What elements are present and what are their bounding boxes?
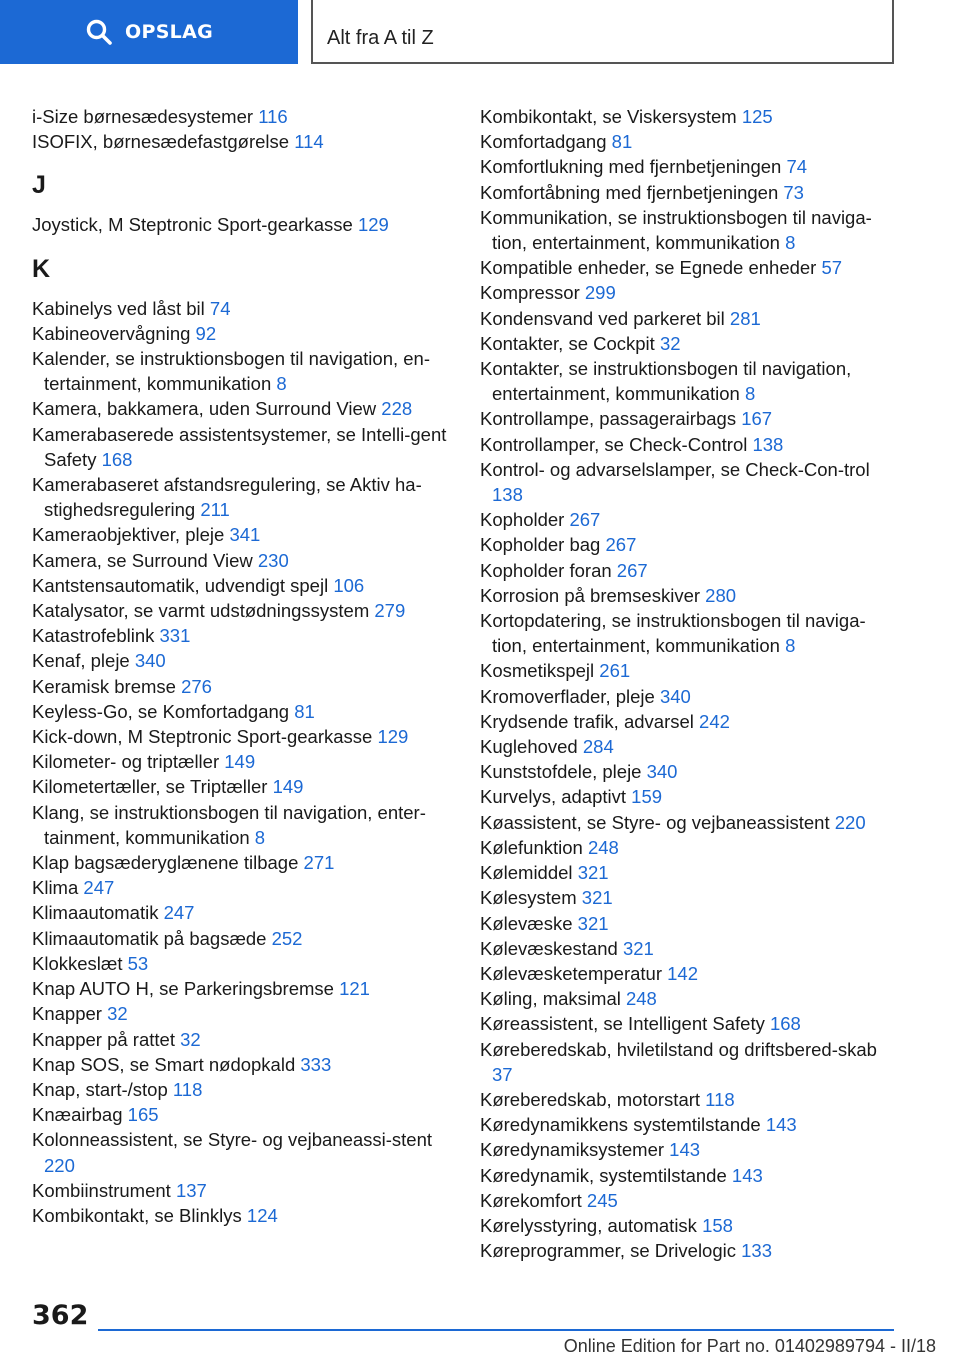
index-entry-text: Kølevæsketemperatur bbox=[480, 962, 662, 984]
page-reference-link[interactable]: 220 bbox=[834, 811, 866, 833]
index-entry-text: Kolonneassistent, se Styre- og vejbaneassi-stent bbox=[32, 1129, 433, 1151]
page-reference-link[interactable]: 230 bbox=[257, 549, 289, 571]
index-entry bbox=[480, 280, 895, 305]
page-reference-link[interactable]: 248 bbox=[587, 836, 619, 858]
index-entry-text: Kombiinstrument bbox=[32, 1179, 171, 1201]
index-entry-text: Kilometer- og triptæller bbox=[32, 751, 220, 773]
index-entry-text: Komfortadgang bbox=[480, 131, 607, 153]
index-entry bbox=[32, 212, 447, 237]
index-entry-text: Kilometertæller, se Triptæller bbox=[32, 776, 268, 798]
index-entry bbox=[32, 724, 447, 749]
index-entry-text: Keramisk bremse bbox=[32, 675, 176, 697]
index-entry-text: Kølesystem bbox=[480, 887, 577, 909]
index-entry bbox=[32, 104, 447, 129]
index-entry-text: Kompatible enheder, se Egnede enheder bbox=[480, 257, 817, 279]
index-entry-text: Kontakter, se Cockpit bbox=[480, 332, 655, 354]
index-tab[interactable] bbox=[311, 0, 894, 64]
page-reference-link[interactable]: 252 bbox=[271, 927, 303, 949]
page-reference-link[interactable]: 143 bbox=[731, 1164, 763, 1186]
index-entry-text: Køreberedskab, hviletilstand og driftsbered-skab bbox=[480, 1038, 877, 1060]
index-entry-text: Kunststofdele, pleje bbox=[480, 761, 642, 783]
index-entry-text: Knapper bbox=[32, 1003, 102, 1025]
index-entry-text: Komfortåbning med fjernbetjeningen bbox=[480, 181, 779, 203]
page-reference-link[interactable]: 281 bbox=[729, 307, 761, 329]
page-reference-link[interactable]: 245 bbox=[586, 1189, 618, 1211]
index-entry bbox=[480, 961, 895, 986]
index-entry bbox=[480, 432, 895, 457]
page-reference-link[interactable]: 211 bbox=[200, 499, 230, 521]
index-entry bbox=[32, 1001, 447, 1026]
index-entry-text: Kabineovervågning bbox=[32, 322, 191, 344]
page-reference-link[interactable]: 81 bbox=[294, 700, 315, 722]
index-entry-text: Kombikontakt, se Blinklys bbox=[32, 1204, 242, 1226]
page-reference-link[interactable]: 267 bbox=[569, 509, 601, 531]
page-reference-link[interactable]: 8 bbox=[785, 635, 796, 657]
index-entry-text: Komfortlukning med fjernbetjeningen bbox=[480, 156, 782, 178]
index-entry bbox=[480, 1163, 895, 1188]
page-reference-link[interactable]: 331 bbox=[159, 625, 191, 647]
page-reference-link[interactable]: 340 bbox=[134, 650, 166, 672]
page-reference-link[interactable]: 118 bbox=[705, 1088, 735, 1110]
page-reference-link[interactable]: 138 bbox=[492, 484, 523, 506]
page-reference-link[interactable]: 8 bbox=[744, 383, 756, 405]
index-entry-text: Klimaautomatik bbox=[32, 902, 159, 924]
page-reference-link[interactable]: 74 bbox=[209, 297, 231, 319]
index-entry-text: Knap SOS, se Smart nødopkald bbox=[32, 1053, 296, 1075]
page-reference-link[interactable]: 242 bbox=[699, 710, 730, 732]
footer-edition-text: Online Edition for Part no. 01402989794 - II/18 bbox=[563, 1336, 936, 1356]
page-reference-link[interactable]: 32 bbox=[107, 1003, 128, 1025]
index-entry-text: Kortopdatering, se instruktionsbogen til naviga-tion, entertainment, kommunikation bbox=[480, 610, 866, 657]
page-reference-link[interactable]: 321 bbox=[577, 862, 609, 884]
page-reference-link[interactable]: 168 bbox=[769, 1013, 801, 1035]
search-tab-label: OPSLAG bbox=[125, 21, 213, 43]
index-entry-text: i-Size børnesædesystemer bbox=[32, 106, 254, 127]
page-reference-link[interactable]: 121 bbox=[339, 978, 370, 1000]
index-entry bbox=[480, 608, 895, 658]
index-entry bbox=[480, 860, 895, 885]
index-entry bbox=[32, 875, 447, 900]
index-entry-text: Kombikontakt, se Viskersystem bbox=[480, 106, 737, 127]
index-entry-text: Kondensvand ved parkeret bil bbox=[480, 307, 725, 329]
page-reference-link[interactable]: 261 bbox=[599, 660, 631, 682]
index-entry-text: Køreberedskab, motorstart bbox=[480, 1088, 701, 1110]
index-entry-text: Klokkeslæt bbox=[32, 952, 123, 974]
index-entry-text: Kontrol- og advarselslamper, se Check-Con-trol bbox=[480, 458, 870, 480]
index-entry bbox=[480, 936, 895, 961]
index-entry-text: Køredynamiksystemer bbox=[480, 1139, 665, 1161]
index-entry-text: Køredynamik, systemtilstande bbox=[480, 1164, 727, 1186]
page-reference-link[interactable]: 143 bbox=[669, 1139, 701, 1161]
index-entry bbox=[480, 1087, 895, 1112]
index-entry bbox=[480, 1011, 895, 1036]
page-reference-link[interactable]: 8 bbox=[254, 826, 266, 848]
page-reference-link[interactable]: 143 bbox=[765, 1114, 797, 1136]
page-reference-link[interactable]: 341 bbox=[229, 524, 261, 546]
index-entry bbox=[480, 1112, 895, 1137]
page-reference-link[interactable]: 114 bbox=[294, 131, 324, 153]
index-entry-text: Knap, start-/stop bbox=[32, 1078, 168, 1100]
index-entry-text: Kalender, se instruktionsbogen til navigation, en-tertainment, kommunikation bbox=[32, 348, 431, 395]
index-entry bbox=[480, 356, 895, 406]
index-entry bbox=[480, 734, 895, 759]
index-entry bbox=[480, 104, 895, 129]
page-reference-link[interactable]: 149 bbox=[272, 776, 304, 798]
index-entry-text: Kuglehoved bbox=[480, 736, 578, 758]
page-reference-link[interactable]: 340 bbox=[646, 761, 678, 783]
index-entry-text: Kommunikation, se instruktionsbogen til naviga-tion, entertainment, kommunikation bbox=[480, 206, 872, 254]
index-entry-text: Kabinelys ved låst bil bbox=[32, 297, 205, 319]
index-entry bbox=[32, 648, 447, 673]
page-reference-link[interactable]: 92 bbox=[195, 322, 217, 344]
page-reference-link[interactable]: 168 bbox=[101, 448, 133, 470]
index-entry bbox=[32, 926, 447, 951]
index-entry-text: Kameraobjektiver, pleje bbox=[32, 524, 225, 546]
index-entry-text: Kenaf, pleje bbox=[32, 650, 130, 672]
page-reference-link[interactable]: 129 bbox=[377, 726, 409, 748]
page-reference-link[interactable]: 333 bbox=[300, 1053, 332, 1075]
index-entry-text: Kopholder foran bbox=[480, 559, 612, 581]
index-entry bbox=[480, 784, 895, 809]
index-entry bbox=[480, 306, 895, 331]
index-entry-text: Joystick, M Steptronic Sport-gearkasse bbox=[32, 214, 353, 236]
index-entry bbox=[32, 1102, 447, 1127]
index-entry-text: Klang, se instruktionsbogen til navigation, enter-tainment, kommunikation bbox=[32, 801, 426, 848]
page-reference-link[interactable]: 276 bbox=[181, 675, 212, 697]
page-reference-link[interactable]: 37 bbox=[492, 1063, 513, 1085]
index-entry-text: ISOFIX, børnesædefastgørelse bbox=[32, 131, 290, 153]
page-reference-link[interactable]: 299 bbox=[584, 282, 616, 304]
index-entry-text: Køling, maksimal bbox=[480, 988, 621, 1010]
index-entry bbox=[480, 558, 895, 583]
page-reference-link[interactable]: 280 bbox=[705, 584, 737, 606]
index-entry bbox=[32, 1127, 447, 1177]
index-entry bbox=[32, 1178, 447, 1203]
page-reference-link[interactable]: 271 bbox=[303, 852, 335, 874]
search-icon bbox=[85, 18, 113, 46]
index-entry-text: Kørekomfort bbox=[480, 1189, 582, 1211]
index-entry bbox=[32, 472, 447, 522]
index-entry-text: Kick-down, M Steptronic Sport-gearkasse bbox=[32, 726, 373, 748]
page-reference-link[interactable]: 106 bbox=[333, 574, 365, 596]
index-entry-text: Kølemiddel bbox=[480, 862, 573, 884]
page-reference-link[interactable]: 74 bbox=[786, 156, 808, 178]
page-reference-link[interactable]: 73 bbox=[783, 181, 804, 203]
page-reference-link[interactable]: 321 bbox=[577, 912, 609, 934]
index-entry-text: Kamerabaserede assistentsystemer, se Intelli-gent Safety bbox=[32, 423, 447, 470]
section-letter: J bbox=[32, 171, 46, 200]
page-reference-link[interactable]: 321 bbox=[622, 937, 654, 959]
index-entry bbox=[480, 583, 895, 608]
index-entry bbox=[480, 457, 895, 507]
index-entry-text: Køassistent, se Styre- og vejbaneassistent bbox=[480, 811, 830, 833]
index-entry bbox=[32, 1052, 447, 1077]
index-entry-text: Kølefunktion bbox=[480, 836, 583, 858]
index-entry-text: Kopholder bag bbox=[480, 534, 601, 556]
index-entry bbox=[480, 1188, 895, 1213]
index-entry-text: Kamera, se Surround View bbox=[32, 549, 253, 571]
index-entry bbox=[32, 1027, 447, 1052]
index-entry bbox=[480, 129, 895, 154]
index-entry bbox=[480, 810, 895, 835]
index-entry bbox=[480, 911, 895, 936]
index-entry bbox=[32, 674, 447, 699]
index-entry-text: Klap bagsæderyglænene tilbage bbox=[32, 852, 299, 874]
index-entry bbox=[32, 800, 447, 850]
index-entry bbox=[32, 321, 447, 346]
index-entry-text: Kopholder bbox=[480, 509, 565, 531]
page-reference-link[interactable]: 133 bbox=[741, 1240, 773, 1262]
page-reference-link[interactable]: 53 bbox=[127, 952, 149, 974]
page-reference-link[interactable]: 129 bbox=[357, 214, 389, 236]
index-entry bbox=[32, 422, 447, 472]
index-entry bbox=[32, 573, 447, 598]
index-entry bbox=[480, 1037, 895, 1087]
footer-divider bbox=[98, 1329, 894, 1331]
index-entry bbox=[480, 835, 895, 860]
search-tab[interactable] bbox=[0, 0, 298, 64]
page-reference-link[interactable]: 32 bbox=[659, 332, 681, 354]
page-reference-link[interactable]: 8 bbox=[785, 232, 796, 254]
index-entry-text: Kompressor bbox=[480, 282, 580, 304]
index-entry-text: Korrosion på bremseskiver bbox=[480, 584, 701, 606]
index-entry-text: Knæairbag bbox=[32, 1104, 123, 1126]
index-entry bbox=[480, 154, 895, 179]
index-entry bbox=[480, 1238, 895, 1263]
index-entry bbox=[480, 709, 895, 734]
section-letter: K bbox=[32, 254, 51, 283]
page-reference-link[interactable]: 138 bbox=[752, 433, 784, 455]
index-entry-text: Knap AUTO H, se Parkeringsbremse bbox=[32, 978, 334, 1000]
page-reference-link[interactable]: 247 bbox=[83, 877, 115, 899]
index-entry bbox=[480, 1137, 895, 1162]
index-column-left bbox=[32, 104, 447, 1228]
index-entry bbox=[480, 532, 895, 557]
page-reference-link[interactable]: 118 bbox=[172, 1078, 203, 1100]
index-entry bbox=[32, 522, 447, 547]
page-reference-link[interactable]: 158 bbox=[702, 1214, 733, 1236]
index-entry-text: Katalysator, se varmt udstødningssystem bbox=[32, 600, 370, 622]
page-reference-link[interactable]: 267 bbox=[605, 534, 637, 556]
index-entry-text: Kantstensautomatik, udvendigt spejl bbox=[32, 574, 329, 596]
page-reference-link[interactable]: 159 bbox=[631, 786, 663, 808]
page-reference-link[interactable]: 137 bbox=[175, 1179, 207, 1201]
index-entry-text: Kamerabaseret afstandsregulering, se Aktiv ha-stighedsregulering bbox=[32, 474, 422, 521]
index-entry-text: Køreprogrammer, se Drivelogic bbox=[480, 1240, 736, 1262]
index-entry-text: Køreassistent, se Intelligent Safety bbox=[480, 1013, 765, 1035]
index-tab-label: Alt fra A til Z bbox=[327, 27, 434, 49]
index-entry-text: Kontrollamper, se Check-Control bbox=[480, 433, 748, 455]
index-entry bbox=[480, 255, 895, 280]
page-reference-link[interactable]: 116 bbox=[258, 106, 288, 127]
index-entry-text: Kølevæske bbox=[480, 912, 573, 934]
page-reference-link[interactable]: 248 bbox=[625, 988, 657, 1010]
index-entry-text: Kontakter, se instruktionsbogen til navigation, entertainment, kommunikation bbox=[480, 358, 852, 405]
index-entry bbox=[32, 976, 447, 1001]
page-reference-link[interactable]: 57 bbox=[821, 257, 843, 279]
index-entry bbox=[32, 1077, 447, 1102]
page-reference-link[interactable]: 167 bbox=[741, 408, 773, 430]
index-entry-text: Kromoverflader, pleje bbox=[480, 685, 655, 707]
index-entry bbox=[480, 406, 895, 431]
page-reference-link[interactable]: 228 bbox=[381, 398, 413, 420]
page-reference-link[interactable]: 284 bbox=[582, 736, 614, 758]
index-entry-text: Kurvelys, adaptivt bbox=[480, 786, 627, 808]
index-entry-text: Kørelysstyring, automatisk bbox=[480, 1214, 697, 1236]
page-reference-link[interactable]: 8 bbox=[276, 373, 287, 395]
index-entry bbox=[32, 699, 447, 724]
index-entry-text: Kølevæskestand bbox=[480, 937, 618, 959]
page-reference-link[interactable]: 125 bbox=[741, 106, 773, 127]
index-entry bbox=[32, 749, 447, 774]
page-reference-link[interactable]: 124 bbox=[246, 1204, 278, 1226]
index-entry bbox=[480, 331, 895, 356]
index-entry-text: Kosmetikspejl bbox=[480, 660, 595, 682]
index-entry-text: Krydsende trafik, advarsel bbox=[480, 710, 694, 732]
index-entry bbox=[480, 885, 895, 910]
index-entry bbox=[32, 900, 447, 925]
index-entry bbox=[480, 684, 895, 709]
index-entry bbox=[480, 205, 895, 255]
index-entry-text: Køredynamikkens systemtilstande bbox=[480, 1114, 761, 1136]
index-entry-text: Kamera, bakkamera, uden Surround View bbox=[32, 398, 377, 420]
index-entry-text: Keyless-Go, se Komfortadgang bbox=[32, 700, 290, 722]
index-entry bbox=[480, 180, 895, 205]
index-entry-text: Katastrofeblink bbox=[32, 625, 155, 647]
page-reference-link[interactable]: 340 bbox=[659, 685, 691, 707]
page-reference-link[interactable]: 279 bbox=[374, 600, 406, 622]
index-entry bbox=[32, 598, 447, 623]
page-reference-link[interactable]: 149 bbox=[224, 751, 256, 773]
index-entry-text: Kontrollampe, passagerairbags bbox=[480, 408, 737, 430]
index-entry-text: Klima bbox=[32, 877, 79, 899]
index-entry-text: Klimaautomatik på bagsæde bbox=[32, 927, 267, 949]
index-column-right bbox=[480, 104, 895, 1263]
index-entry bbox=[32, 129, 447, 154]
index-entry bbox=[32, 850, 447, 875]
index-entry bbox=[480, 986, 895, 1011]
page-number: 362 bbox=[32, 1300, 89, 1331]
page-reference-link[interactable]: 32 bbox=[180, 1028, 201, 1050]
page-reference-link[interactable]: 165 bbox=[127, 1104, 159, 1126]
index-entry bbox=[32, 296, 447, 321]
index-entry bbox=[32, 1203, 447, 1228]
index-entry bbox=[480, 658, 895, 683]
index-entry-text: Knapper på rattet bbox=[32, 1028, 175, 1050]
page-reference-link[interactable]: 321 bbox=[581, 887, 613, 909]
index-entry bbox=[32, 346, 447, 396]
index-entry bbox=[480, 507, 895, 532]
page-reference-link[interactable]: 247 bbox=[163, 902, 195, 924]
index-entry bbox=[480, 759, 895, 784]
index-entry bbox=[32, 774, 447, 799]
page-reference-link[interactable]: 220 bbox=[44, 1154, 75, 1176]
page-reference-link[interactable]: 81 bbox=[611, 131, 633, 153]
page-reference-link[interactable]: 142 bbox=[667, 962, 698, 984]
index-entry bbox=[480, 1213, 895, 1238]
index-entry bbox=[32, 951, 447, 976]
page-reference-link[interactable]: 267 bbox=[616, 559, 648, 581]
index-entry bbox=[32, 548, 447, 573]
index-entry bbox=[32, 396, 447, 421]
index-entry bbox=[32, 623, 447, 648]
